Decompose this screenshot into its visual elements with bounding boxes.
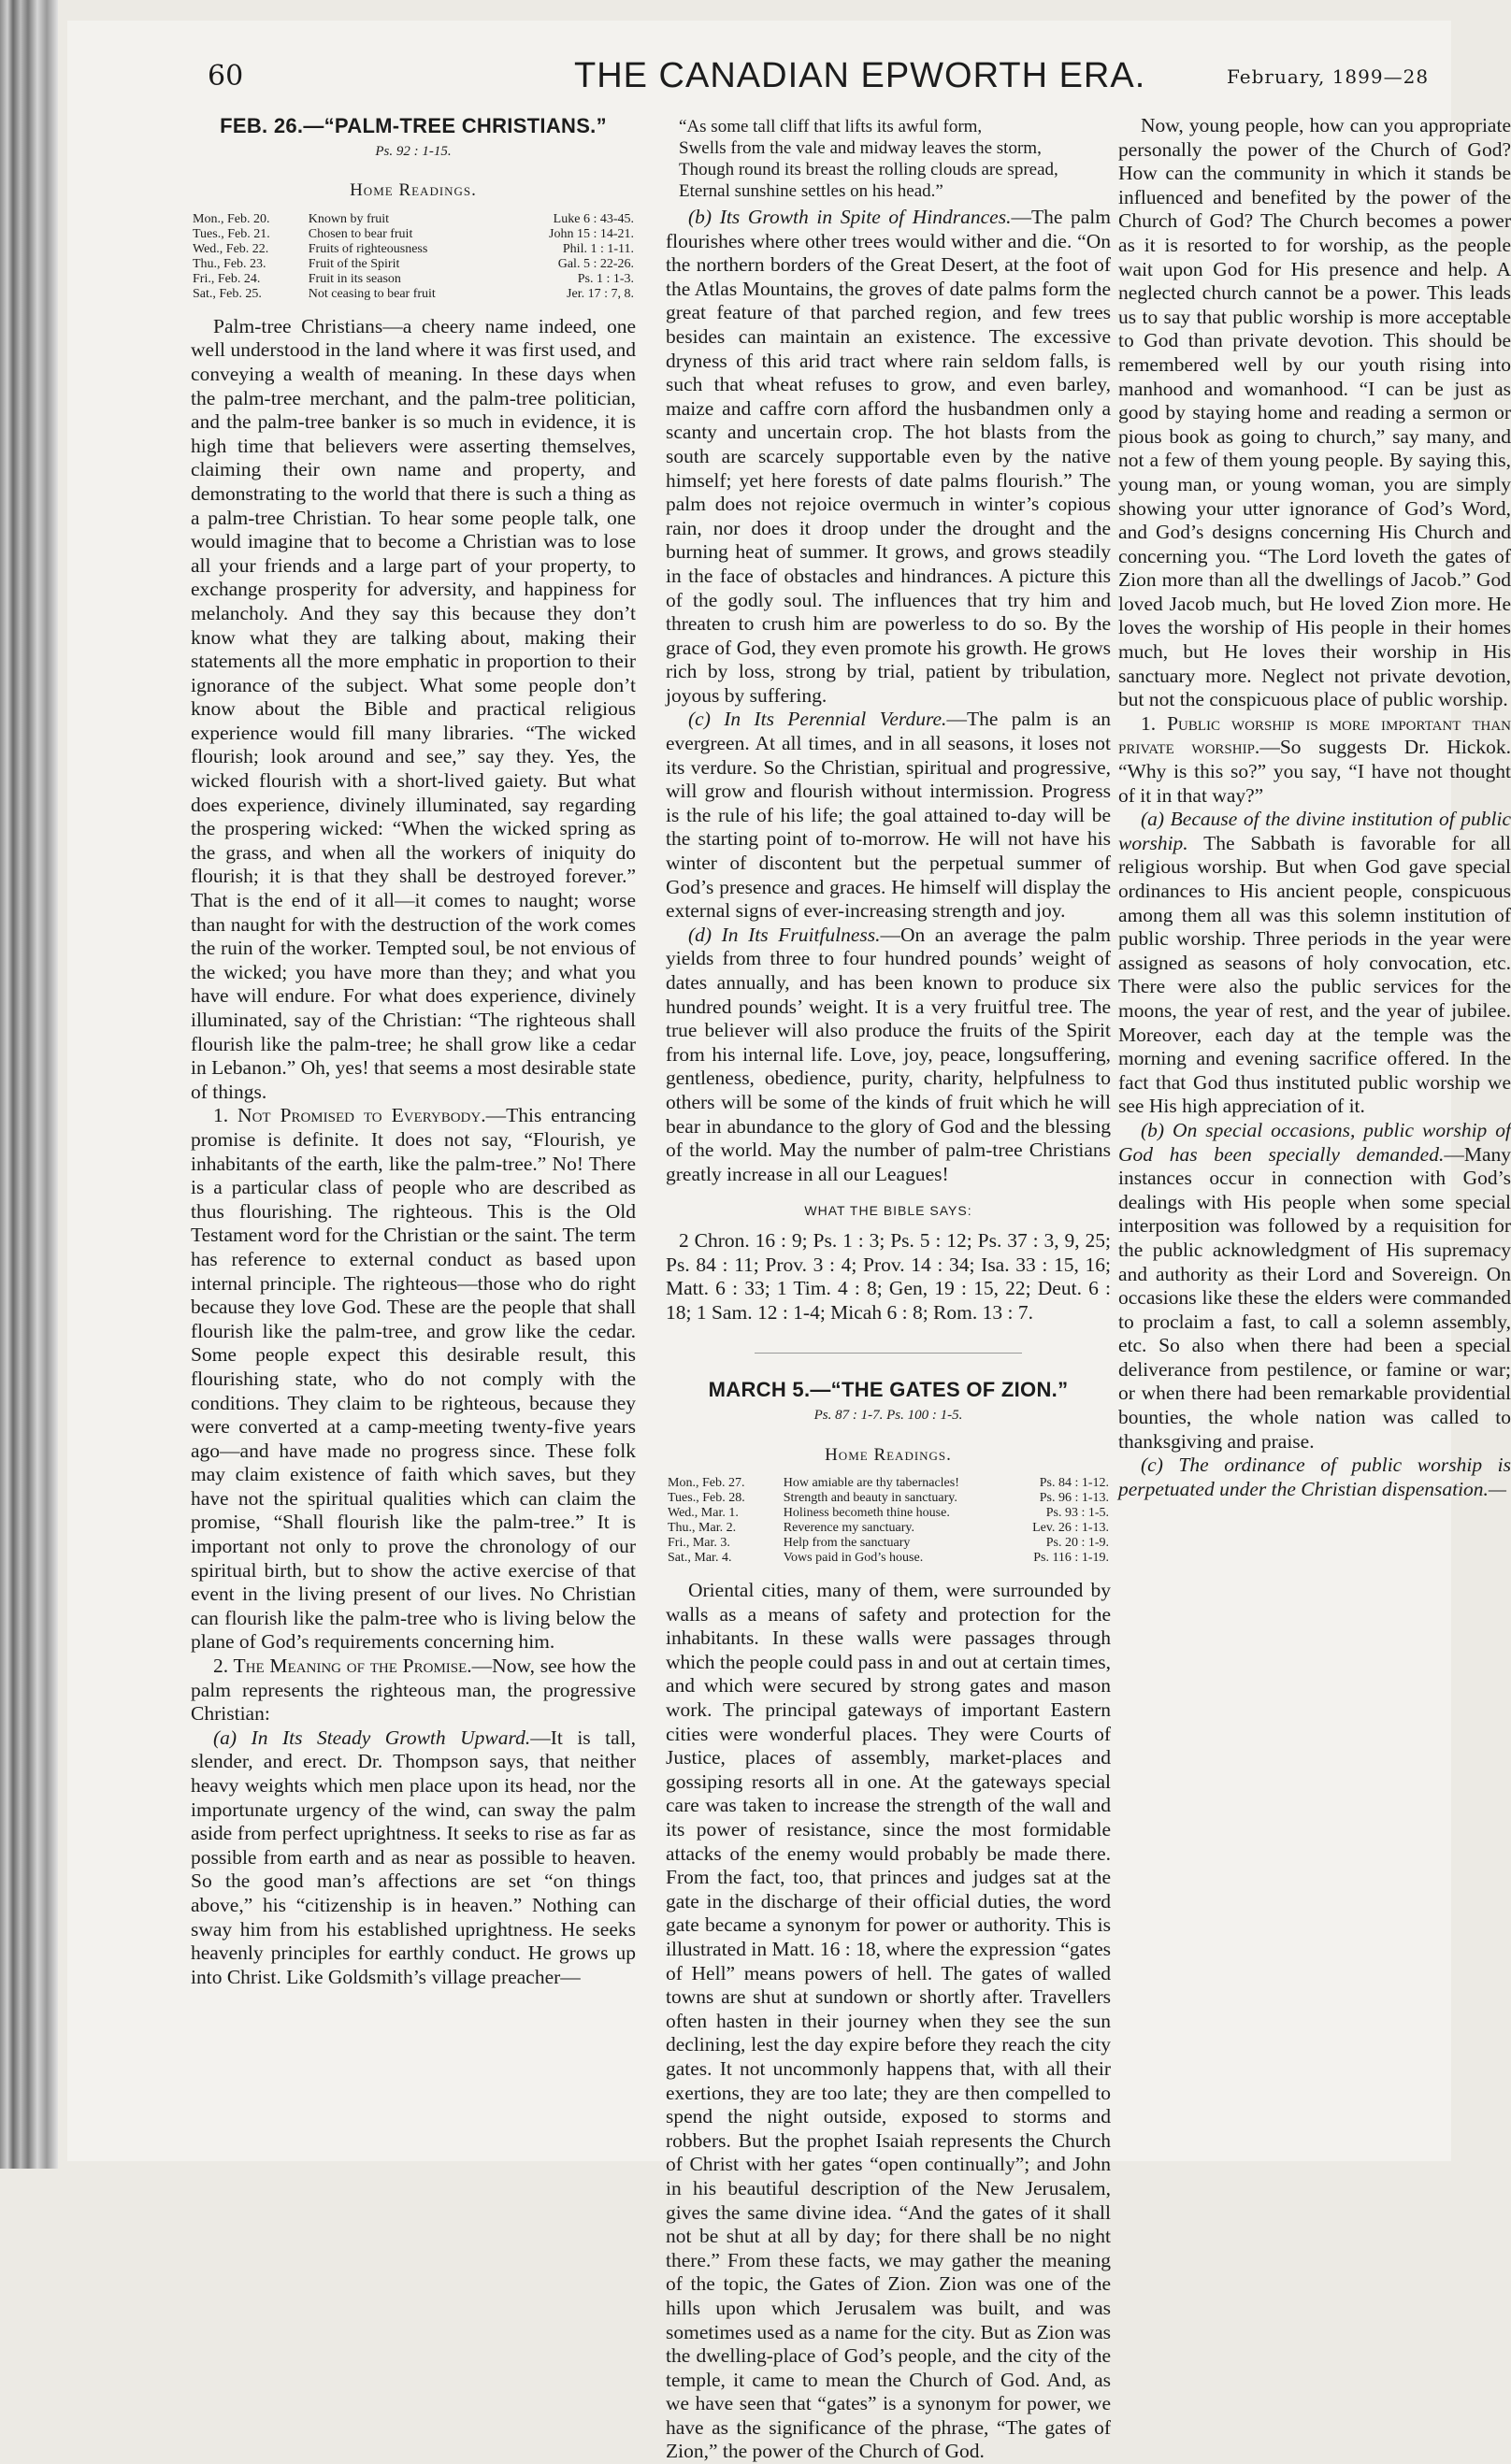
table-row [191,242,636,257]
table-row [191,272,636,287]
table-row [191,257,636,272]
publication-title: THE CANADIAN EPWORTH ERA. [574,56,1146,95]
table-row [666,1521,1111,1536]
body-paragraph [666,206,1111,708]
reading-text: Fruits of righteousness [308,241,428,256]
lesson-title: MARCH 5.—“THE GATES OF ZION.” [708,1378,1069,1402]
reading-text: Chosen to bear fruit [308,226,413,241]
bible-says-heading: WHAT THE BIBLE SAYS: [804,1203,972,1219]
section-text: The Sabbath is favorable for all religious worship. But when God gave special ordinances to His ancient people, conspicuous among them all was this solemn institution of public worship. Three periods in the year were assigned as seasons of holy convocation, etc. There were also the public services for the moons, the year of rest, and the year of jubilee. Moreover, each day at the temple was the morning and evening sacrifice offered. In the fact that God thus instituted public worship we see His high appreciation of it. [1118,831,1511,1118]
subsection-heading: (a) In Its Steady Growth Upward. [213,1726,531,1749]
section-divider [755,1353,1022,1354]
subsection-heading: (b) On special occasions, public worship of God has been specially demanded. [1118,1118,1511,1166]
body-paragraph [1118,712,1511,808]
subsection-heading: (c) In Its Perennial Verdure. [688,708,947,731]
page-header [67,21,1451,95]
reading-day: Thu., Mar. 2. [668,1521,737,1536]
reading-ref: Luke 6 : 43-45. [553,211,634,226]
poem-line: Swells from the vale and midway leaves the storm, [679,138,1042,158]
home-readings-heading: Home Readings. [350,180,477,201]
body-paragraph [1118,1454,1511,1501]
lesson-title: FEB. 26.—“PALM-TREE CHRISTIANS.” [220,114,607,137]
table-row [666,1506,1111,1521]
table-row [666,1551,1111,1566]
reading-day: Fri., Feb. 24. [193,271,261,286]
subsection-heading: (c) The ordinance of public worship is perpetuated under the Christian dispensation.— [1118,1454,1511,1500]
reading-day: Sat., Feb. 25. [193,286,262,301]
section-text: —On an average the palm yields from three to four hundred pounds’ weight of dates annually, and has been known to produce six hundred pounds’ weight. It is a very fruitful tree. The true believer will also produce the fruits of the Spirit from his internal life. Love, joy, peace, longsuffering, gentleness, obedience, purity, charity, helpfulness to others will be some of the kinds of fruit which he will bear in abundance to the glory of God and the blessing of the world. May the number of palm-tree Christians greatly increase in all our Leagues! [666,923,1111,1185]
reading-ref: Ps. 20 : 1-9. [1045,1536,1109,1551]
body-paragraph: Now, young people, how can you appropriate personally the power of the Church of God? How can the community in which it stands be influenced and benefited by the power of the Church of God? The Church becomes a power as it is resorted to for worship, as the people wait upon God for His presence and help. A neglected church cannot be a power. This leads us to say that public worship is more acceptable to God than private devotion. This should be remembered well by our youth rising into manhood and womanhood. “I can be just as good by staying home and reading a sermon or pious book as going to church,” say many, and not a few of them young people. By saying this, young man, or young woman, you are simply showing your utter ignorance of God’s Word, and God’s designs concerning His Church and concerning you. “The Lord loveth the gates of Zion more than all the dwellings of Jacob.” God loved Jacob much, but He loved Zion more. He loves the worship of His people in their homes much, but He loves their worship in His sanctuary more. Neglect not private devotion, but not the conspicuous place of public worship. [1118,114,1511,711]
body-paragraph [1118,1119,1511,1454]
reading-ref: Jer. 17 : 7, 8. [567,286,634,301]
body-paragraph [666,924,1111,1187]
section-text: —Now, see how the palm represents the righteous man, the progressive Christian: [191,1655,637,1726]
reading-ref: John 15 : 14-21. [549,226,634,241]
column-3 [1118,114,1511,2124]
book-binding-gutter [0,0,58,2169]
reading-ref: Ps. 84 : 1-12. [1039,1476,1109,1491]
reading-text: Holiness becometh thine house. [783,1506,950,1521]
reading-text: Strength and beauty in sanctuary. [783,1491,957,1506]
poem-quote [666,116,1111,202]
table-row [666,1536,1111,1551]
section-text: —It is tall, slender, and erect. Dr. Thompson says, that neither heavy weights which men place upon its head, nor the importunate urgency of the wind, can sway the palm aside from perfect uprightness. It seeks to rise as far as possible from earth and as near as possible to heaven. So the good man’s affections are set “on things above,” his “citizenship is in heaven.” Nothing can sway him from his established uprightness. He seeks heavenly principles for earthly conduct. He grows up into Christ. Like Goldsmith’s village preacher— [191,1726,636,1988]
subsection-heading: (a) Because of the divine institution of public worship. [1118,808,1511,854]
reading-text: Fruit in its season [308,271,401,286]
page-number: 60 [208,60,244,93]
reading-ref: Gal. 5 : 22-26. [557,256,634,271]
body-paragraph [1118,808,1511,1119]
issue-date: February, 1899—28 [1227,65,1430,88]
reading-ref: Ps. 1 : 1-3. [577,271,634,286]
reading-text: Not ceasing to bear fruit [308,286,436,301]
table-row [191,212,636,227]
section-text: —So suggests Dr. Hickok. “Why is this so?” you say, “I have not thought of it in that way?” [1118,736,1511,807]
table-row [666,1476,1111,1491]
reading-ref: Phil. 1 : 1-11. [562,241,634,256]
home-readings-table [666,1476,1111,1566]
column-2 [666,114,1112,2463]
section-text: —The palm flourishes where other trees would wither and die. “On the northern borders of the Great Desert, at the foot of the Atlas Mountains, the groves of date palms form the great feature of that parched region, and few trees besides can maintain an existence. The excessive dryness of this arid tract where rain seldom falls, is such that wheat refuses to grow, and even barley, maize and caffre corn afford the husbandmen only a scanty and uncertain crop. The hot blasts from the south are scarcely supportable even by the native himself; yet here forests of date palms flourish.” The palm does not rejoice overmuch in winter’s copious rain, nor does it droop under the drought and the burning heat of summer. It grows, and grows steadily in the face of obstacles and hindrances. A picture this of the godly soul. The influences that try him and threaten to crush him are powerless to do so. By the grace of God, they even promote his growth. He grows rich by loss, strong by trial, patient by tribulation, joyous by suffering. [666,206,1112,707]
poem-line: Eternal sunshine settles on his head.” [679,181,943,201]
reading-text: Known by fruit [308,211,390,226]
reading-ref: Ps. 93 : 1-5. [1045,1506,1109,1521]
reading-text: Reverence my sanctuary. [783,1521,914,1536]
column-1 [191,114,636,2124]
body-paragraph [191,1104,636,1655]
section-heading: 1. Public worship is more important than private worship. [1118,711,1511,759]
reading-day: Mon., Feb. 20. [193,211,270,226]
lesson-scripture: Ps. 92 : 1-15. [375,143,452,159]
body-paragraph: Palm-tree Christians—a cheery name indeed, one well understood in the land where it was first used, and conveying a wealth of meaning. In these days when the palm-tree merchant, and the palm-tree politician, and the palm-tree banker is so much in evidence, it is high time that believers were asserting themselves, claiming their own name and property, and demonstrating to the world that there is such a thing as a palm-tree Christian. To hear some people talk, one would imagine that to become a Christian was to lose all your friends and a large part of your property, to exchange prosperity for adversity, and happiness for melancholy. And they say this because they don’t know what they are talking about, making their statements all the more emphatic in proportion to their ignorance of the subject. What some people don’t know about the Bible and practical religious experience would fill many libraries. “The wicked flourish; look around and see,” say they. Yes, the wicked flourish with a short-lived gaiety. But what does experience, divinely illuminated, say regarding the prospering wicked: “When the wicked spring as the grass, and when all the workers of iniquity do flourish; it is that they shall be destroyed forever.” That is the end of it all—it comes to naught; worse than naught for with the destruction of the work comes the ruin of the worker. Tempted soul, be not envious of the wicked; you have more than they; and what you have will endure. For what does experience, divinely illuminated, say of the Christian: “The righteous shall flourish like the palm-tree; he shall grow like a cedar in Lebanon.” Oh, yes! that seems a most desirable state of things. [191,314,636,1103]
body-paragraph [191,1726,636,1990]
reading-day: Mon., Feb. 27. [668,1476,745,1491]
reading-ref: Lev. 26 : 1-13. [1032,1521,1109,1536]
section-text: —The palm is an evergreen. At all times, and in all seasons, it loses not its verdure. So the Christian, spiritual and progressive, will grow and flourish without intermission. Progress is the rule of his life; the goal attained to-day will be the starting point of to-morrow. He will not have his winter of discontent but the perpetual summer of God’s presence and graces. He himself will display the external signs of ever-increasing strength and joy. [666,708,1111,923]
table-row [666,1491,1111,1506]
reading-day: Fri., Mar. 3. [668,1536,730,1551]
subsection-heading: (d) In Its Fruitfulness. [688,923,881,946]
body-paragraph [666,708,1111,923]
reading-text: Fruit of the Spirit [308,256,400,271]
poem-line: Though round its breast the rolling clouds are spread, [679,160,1058,179]
body-paragraph: Oriental cities, many of them, were surrounded by walls as a means of safety and protection for the inhabitants. In these walls were passages through which the people could pass in and out at certain times, and which were secured by strong gates and mason work. The principal gateways of important Eastern cities were wonderful places. They were Courts of Justice, places of assembly, market-places and gossiping resorts all in one. At the gateways special care was taken to increase the strength of the wall and its power of resistance, since the most formidable attacks of the enemy would probably be made there. From the fact, too, that princes and judges sat at the gate in the discharge of their official duties, the word gate became a synonym for power or authority. This is illustrated in Matt. 16 : 18, where the expression “gates of Hell” means powers of hell. The gates of walled towns are shut at sundown or shortly after. Travellers often hasten in their journey when they see the sun declining, lest the day expire before they reach the city gates. It not uncommonly happens that, with all their exertions, they are too late; they are then compelled to spend the night outside, exposed to storms and robbers. But the prophet Isaiah represents the Church of Christ with her gates “open continually”; and John in his beautiful description of the New Jerusalem, gives the same divine idea. “And the gates of it shall not be shut at all by day; for there shall be no night there.” From these facts, we may gather the meaning of the topic, the Gates of Zion. Zion was one of the hills upon which Jerusalem was built, and was sometimes used as a name for the city. But as Zion was the dwelling-place of God’s people, and the city of the temple, it came to mean the Church of God. And, as we have seen that “gates” is a synonym for power, we have as the significance of the phrase, “The gates of Zion,” the power of the Church of God. [666,1579,1111,2463]
reading-day: Sat., Mar. 4. [668,1551,732,1566]
reading-day: Tues., Feb. 28. [668,1491,745,1506]
newspaper-page [67,21,1511,2463]
table-row [191,227,636,242]
section-heading: 2. The Meaning of the Promise. [213,1655,472,1678]
reading-day: Wed., Feb. 22. [193,241,269,256]
home-readings-heading: Home Readings. [825,1444,952,1465]
home-readings-table [191,212,636,302]
reading-ref: Ps. 96 : 1-13. [1039,1491,1109,1506]
reading-ref: Ps. 116 : 1-19. [1033,1551,1109,1566]
reading-day: Tues., Feb. 21. [193,226,270,241]
reading-text: Vows paid in God’s house. [783,1551,924,1566]
table-row [191,287,636,302]
body-paragraph [191,1655,636,1726]
section-text: —This entrancing promise is definite. It does not say, “Flourish, ye inhabitants of the earth, like the palm-tree.” No! There is a particular class of people who are described as thus flourishing. The righteous. This is the Old Testament word for the Christian or the saint. The term has reference to external conduct as based upon internal principle. The righteous—those who do right because they love God. These are the people that shall flourish like the palm-tree, and grow like the cedar. Some people expect this desirable result, this flourishing state, who do not comply with the conditions. They claim to be righteous, because they were converted at a camp-meeting twenty-five years ago—and have made no progress since. These folk may claim existence of faith which saves, but they have not the spiritual qualities which can claim the promise, “Shall flourish like the palm-tree.” It is important not only to prove the chronology of our spiritual birth, but to show the active exercise of that event in the living present of our lives. No Christian can flourish like the palm-tree who is living below the plane of God’s requirements concerning him. [191,1104,636,1654]
reading-text: Help from the sanctuary [783,1536,911,1551]
subsection-heading: (b) Its Growth in Spite of Hindrances. [688,206,1012,228]
lesson-scripture: Ps. 87 : 1-7. Ps. 100 : 1-5. [813,1407,963,1423]
bible-references: 2 Chron. 16 : 9; Ps. 1 : 3; Ps. 5 : 12; Ps. 37 : 3, 9, 25; Ps. 84 : 11; Prov. 3 : 4; Prov. 14 : 34; Isa. 33 : 15, 16; Matt. 6 : 33; 1 Tim. 4 : 8; Gen, 19 : 15, 22; Deut. 6 : 18; 1 Sam. 12 : 1-4; Micah 6 : 8; Rom. 13 : 7. [666,1228,1111,1324]
reading-day: Wed., Mar. 1. [668,1506,739,1521]
reading-day: Thu., Feb. 23. [193,256,266,271]
poem-line: “As some tall cliff that lifts its awful form, [679,117,983,136]
section-heading: 1. Not Promised to Everybody. [213,1104,486,1127]
section-text: —Many instances occur in connection with God’s dealings with His people when some special interposition was followed by a requisition for the public acknowledgment of His supremacy and authority as their Lord and Sovereign. On occasions like these the elders were commanded to proclaim a fast, to call a solemn assembly, etc. So also when there had been a special deliverance from pestilence, or famine or war; or when there had been remarkable providential bounties, the whole nation was called to thanksgiving and praise. [1118,1142,1511,1453]
reading-text: How amiable are thy tabernacles! [783,1476,959,1491]
